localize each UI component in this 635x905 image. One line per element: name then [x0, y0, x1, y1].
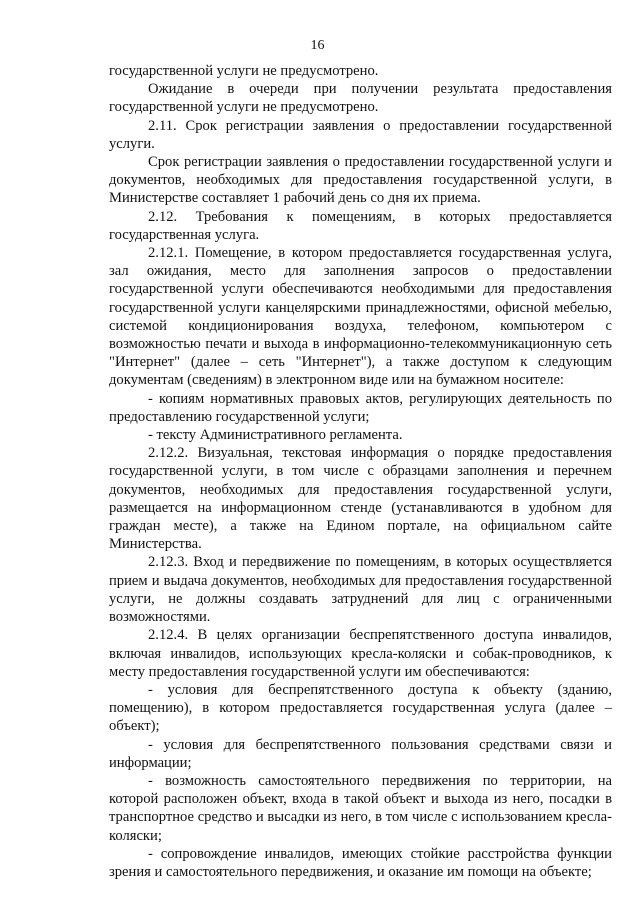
document-body: [109, 62, 612, 881]
paragraph-2-12-4: 2.12.4. В целях организации беспрепятственного доступа инвалидов, включая инвалидов, использующих кресла-коляски и собак-проводников, к месту предоставления государственной услуги им обеспечиваются:: [109, 627, 612, 680]
paragraph-2-12-3: 2.12.3. Вход и передвижение по помещениям, в которых осуществляется прием и выдача документов, необходимых для предоставления государственной услуги, не должны создавать затруднений для лиц с ограниченными возможностями.: [109, 554, 612, 626]
paragraph-registration-term: Срок регистрации заявления о предоставлении государственной услуги и документов, необходимых для предоставления государственной услуги, в Министерстве составляет 1 рабочий день со дня их приема.: [109, 154, 612, 207]
list-item-regulation-text: - тексту Административного регламента.: [148, 427, 403, 444]
paragraph-continuation: государственной услуги не предусмотрено.: [109, 63, 379, 79]
page-number: 16: [310, 38, 325, 53]
paragraph-queue-waiting: Ожидание в очереди при получении результата предоставления государственной услуги не предусмотрено.: [109, 81, 612, 116]
section-heading-2-12: 2.12. Требования к помещениям, в которых предоставляется государственная услуга.: [109, 208, 612, 243]
list-item-communication-access: - условия для беспрепятственного пользования средствами связи и информации;: [109, 736, 612, 771]
list-item-legal-acts: - копиям нормативных правовых актов, регулирующих деятельность по предоставлению государственной услуги;: [109, 390, 612, 425]
paragraph-2-12-1: 2.12.1. Помещение, в котором предоставляется государственная услуга, зал ожидания, место для заполнения запросов о предоставлении государственной услуги обеспечиваются необходимыми для предоставления государственной услуги канцелярскими принадлежностями, офисной мебелью, системой кондиционирования воздуха, телефоном, компьютером с возможностью печати и выхода в информационно-телекоммуникационную сеть "Интернет" (далее – сеть "Интернет"), а также доступом к следующим документам (сведениям) в электронном виде или на бумажном носителе:: [109, 245, 612, 389]
paragraph-2-12-2: 2.12.2. Визуальная, текстовая информация о порядке предоставления государственной услуги, в том числе с образцами заполнения и перечнем документов, необходимых для предоставления государственной услуги, размещается на информационном стенде (устанавливаются в удобном для граждан месте), а также на Едином портале, на официальном сайте Министерства.: [109, 445, 612, 553]
section-heading-2-11: 2.11. Срок регистрации заявления о предоставлении государственной услуги.: [109, 117, 612, 152]
list-item-independent-movement: - возможность самостоятельного передвижения по территории, на которой расположен объект, входа в такой объект и выхода из него, посадки в транспортное средство и высадки из него, в том числе с использованием кресла-коляски;: [109, 772, 612, 844]
list-item-escort-assistance: - сопровождение инвалидов, имеющих стойкие расстройства функции зрения и самостоятельного передвижения, и оказание им помощи на объекте;: [109, 845, 612, 880]
list-item-object-access: - условия для беспрепятственного доступа к объекту (зданию, помещению), в котором предоставляется государственная услуга (далее – объект);: [109, 681, 612, 735]
